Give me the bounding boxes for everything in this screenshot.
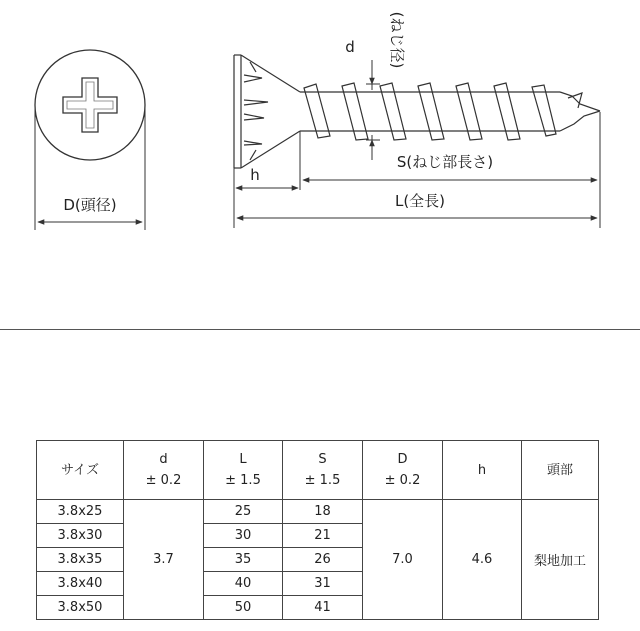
header-D: D ± 0.2 [363, 441, 443, 500]
cell-D: 7.0 [363, 500, 443, 620]
head-diameter-label: D(頭径) [63, 196, 117, 214]
cell-size: 3.8x40 [37, 572, 124, 596]
thread-length-label: S(ねじ部長さ) [396, 153, 494, 171]
cell-d: 3.7 [124, 500, 204, 620]
cell-h: 4.6 [443, 500, 522, 620]
cell-size: 3.8x35 [37, 548, 124, 572]
header-h: h [443, 441, 522, 500]
cell-head-finish: 梨地加工 [522, 500, 599, 620]
cell-L: 40 [204, 572, 283, 596]
cell-L: 30 [204, 524, 283, 548]
header-d: d ± 0.2 [124, 441, 204, 500]
cell-S: 18 [283, 500, 363, 524]
cell-L: 50 [204, 596, 283, 620]
spec-table [36, 440, 599, 620]
cell-S: 41 [283, 596, 363, 620]
cell-size: 3.8x30 [37, 524, 124, 548]
thread-diameter-label: d [345, 38, 355, 56]
head-height-label: h [250, 166, 260, 184]
header-head: 頭部 [522, 441, 599, 500]
cell-S: 21 [283, 524, 363, 548]
total-length-dimension [237, 192, 597, 218]
header-L: L ± 1.5 [204, 441, 283, 500]
cell-size: 3.8x25 [37, 500, 124, 524]
cell-size: 3.8x50 [37, 596, 124, 620]
cell-L: 35 [204, 548, 283, 572]
screw-drawing [0, 0, 640, 300]
screw-side-view [234, 55, 600, 168]
section-divider [0, 329, 640, 330]
head-height-dimension [234, 131, 300, 228]
table-row [37, 500, 599, 524]
cell-S: 26 [283, 548, 363, 572]
table-header-row [37, 441, 599, 500]
header-size: サイズ [37, 441, 124, 500]
cell-L: 25 [204, 500, 283, 524]
total-length-label: L(全長) [394, 192, 446, 210]
cell-S: 31 [283, 572, 363, 596]
thread-diameter-note: (ねじ径) [388, 11, 406, 69]
phillips-cross-icon [63, 78, 117, 132]
header-S: S ± 1.5 [283, 441, 363, 500]
head-top-view [35, 50, 145, 230]
